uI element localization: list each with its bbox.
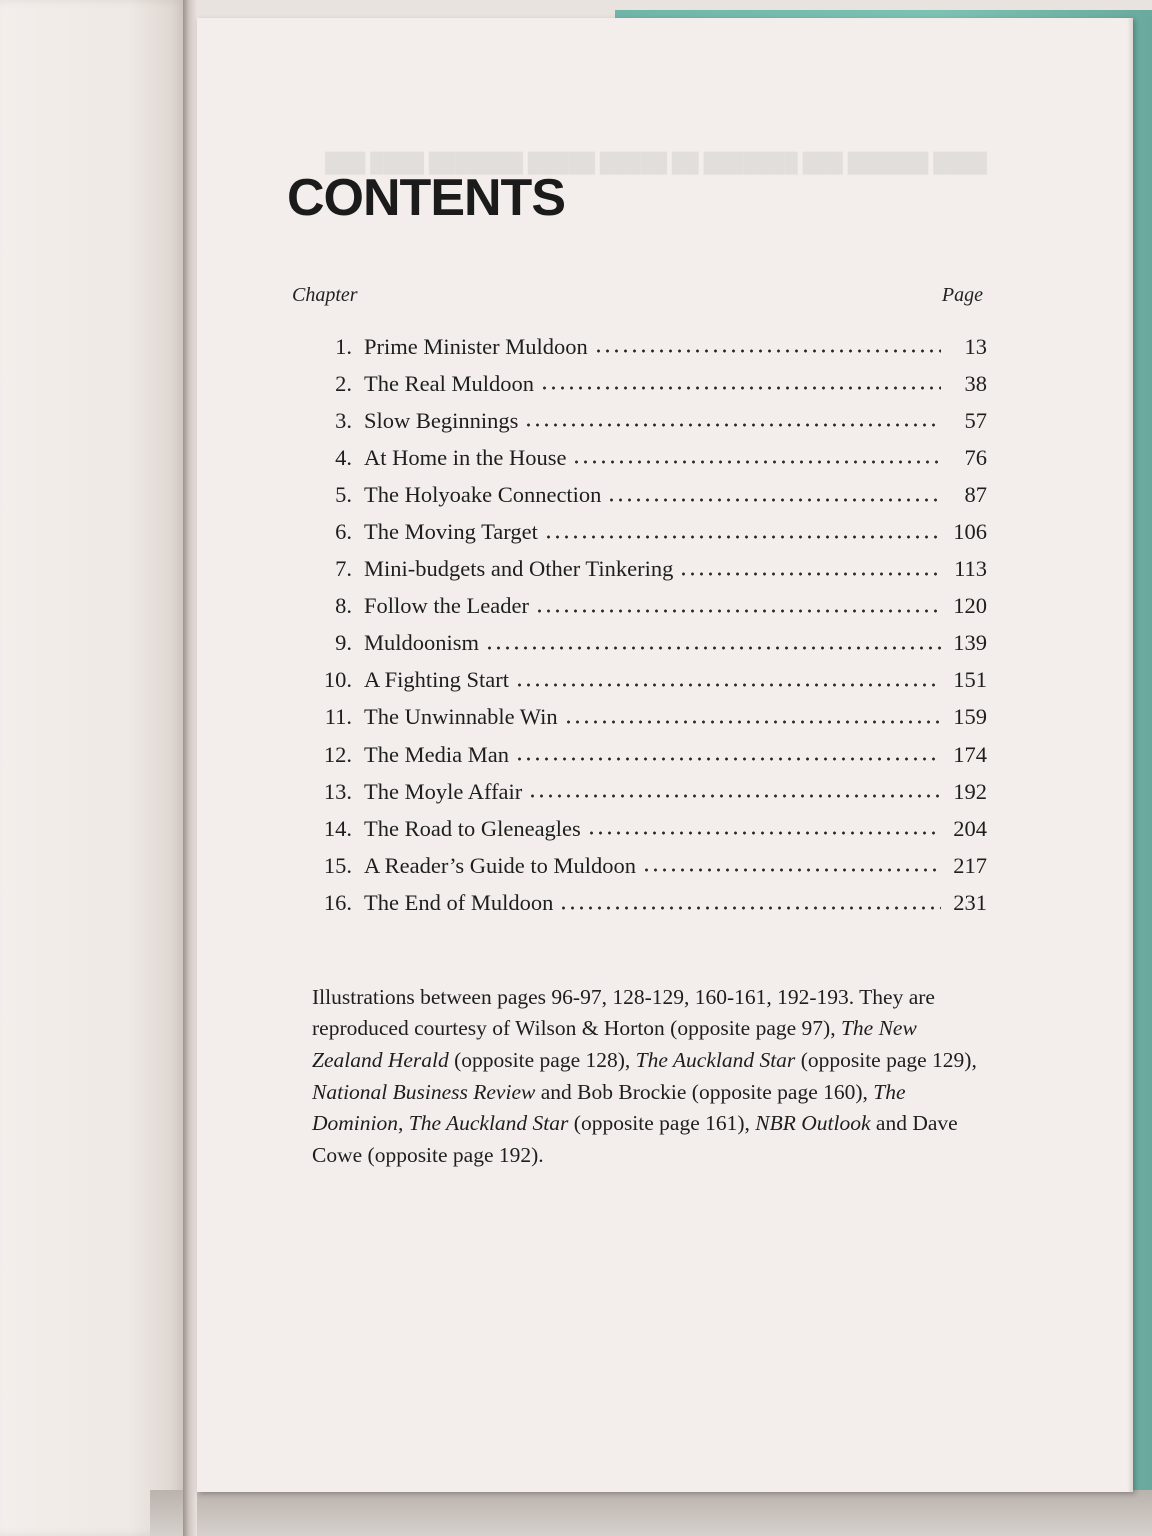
page-edge-shadow <box>1127 18 1133 1492</box>
dot-leader <box>679 558 941 581</box>
note-text: and Bob Brockie (opposite page 160), <box>535 1079 874 1104</box>
chapter-page: 231 <box>953 889 987 915</box>
chapter-page: 192 <box>953 778 987 804</box>
left-page <box>0 0 185 1536</box>
toc-entry <box>297 513 987 550</box>
chapter-number: 5. <box>335 481 352 507</box>
chapter-number: 15. <box>323 852 352 878</box>
dot-leader <box>485 632 941 655</box>
note-text: Illustrations between pages 96-97, 128-129, 160-161, 192-193. They are reproduced courtesy of Wilson & Horton (opposite page 97), <box>312 984 935 1041</box>
chapter-number: 14. <box>323 815 352 841</box>
note-italic-title: The Dominion, The Auckland Star <box>312 1079 906 1136</box>
chapter-number: 3. <box>335 407 352 433</box>
chapter-page: 87 <box>964 481 987 507</box>
book-bottom-edge <box>150 1490 1152 1536</box>
note-italic-title: The New Zealand Herald <box>312 1016 917 1072</box>
dot-leader <box>540 372 941 395</box>
dot-leader <box>544 521 941 544</box>
toc-entry <box>297 328 987 365</box>
chapter-page: 174 <box>953 741 987 767</box>
chapter-title: Muldoonism <box>364 630 480 656</box>
chapter-title: Follow the Leader <box>364 593 529 619</box>
chapter-title: A Fighting Start <box>364 667 510 693</box>
dot-leader <box>607 484 941 507</box>
toc-entry <box>297 365 987 402</box>
toc-entry <box>297 773 987 810</box>
chapter-page: 204 <box>953 815 987 841</box>
chapter-title: Mini-budgets and Other Tinkering <box>364 556 674 582</box>
toc-entry <box>297 736 987 773</box>
chapter-title: The Media Man <box>364 741 509 767</box>
dot-leader <box>515 669 941 692</box>
chapter-title: Slow Beginnings <box>364 407 519 433</box>
note-text: (opposite page 128), <box>448 1047 636 1072</box>
chapter-number: 6. <box>335 519 352 545</box>
dot-leader <box>559 892 941 915</box>
note-text: (opposite page 129), <box>795 1047 977 1072</box>
table-of-contents <box>297 328 987 922</box>
chapter-page: 38 <box>964 370 987 396</box>
page-column-header: Page <box>941 284 983 306</box>
chapter-number: 12. <box>323 741 352 767</box>
chapter-number: 13. <box>323 778 352 804</box>
toc-entry <box>297 884 987 921</box>
dot-leader <box>524 409 941 432</box>
chapter-number: 7. <box>335 556 352 582</box>
chapter-title: The Moyle Affair <box>364 778 523 804</box>
note-italic-title: National Business Review <box>312 1079 536 1104</box>
chapter-title: The Unwinnable Win <box>364 704 558 730</box>
toc-entry <box>297 810 987 847</box>
note-italic-title: NBR Outlook <box>755 1111 871 1136</box>
chapter-number: 16. <box>323 889 352 915</box>
chapter-page: 217 <box>953 852 987 878</box>
toc-entry <box>297 402 987 439</box>
toc-entry <box>297 439 987 476</box>
toc-entry <box>297 699 987 736</box>
note-italic-title: The Auckland Star <box>635 1047 796 1072</box>
dot-leader <box>594 335 941 358</box>
dot-leader <box>515 743 941 766</box>
chapter-page: 106 <box>953 519 987 545</box>
chapter-page: 159 <box>953 704 987 730</box>
chapter-page: 120 <box>953 593 987 619</box>
contents-page <box>197 18 1133 1492</box>
chapter-number: 9. <box>335 630 352 656</box>
chapter-title: The End of Muldoon <box>364 889 554 915</box>
chapter-title: The Holyoake Connection <box>364 481 602 507</box>
book-gutter <box>183 0 197 1536</box>
chapter-title: The Road to Gleneagles <box>364 815 581 841</box>
chapter-title: The Real Muldoon <box>364 370 534 396</box>
chapter-number: 11. <box>324 704 352 730</box>
toc-entry <box>297 551 987 588</box>
chapter-title: A Reader’s Guide to Muldoon <box>364 852 637 878</box>
dot-leader <box>528 780 941 803</box>
dot-leader <box>535 595 941 618</box>
dot-leader <box>572 447 941 470</box>
page-title: CONTENTS <box>287 169 565 227</box>
chapter-title: Prime Minister Muldoon <box>364 333 588 359</box>
chapter-number: 10. <box>323 667 352 693</box>
chapter-title: At Home in the House <box>364 444 567 470</box>
chapter-page: 151 <box>953 667 987 693</box>
chapter-page: 76 <box>964 444 987 470</box>
chapter-page: 57 <box>964 407 987 433</box>
show-through-text: ████ ██████ ███ ███████ ██ █████ █████ ███████ ████ ███ <box>325 153 987 174</box>
dot-leader <box>587 818 941 841</box>
toc-entry <box>297 847 987 884</box>
illustrations-note <box>312 982 987 1172</box>
note-text: and Dave Cowe (opposite page 192). <box>312 1111 958 1168</box>
chapter-page: 13 <box>964 333 987 359</box>
chapter-number: 8. <box>335 593 352 619</box>
chapter-number: 1. <box>335 333 352 359</box>
toc-entry <box>297 662 987 699</box>
chapter-number: 2. <box>335 370 352 396</box>
toc-entry <box>297 625 987 662</box>
chapter-number: 4. <box>335 444 352 470</box>
toc-entry <box>297 588 987 625</box>
chapter-page: 113 <box>954 556 987 582</box>
chapter-column-header: Chapter <box>292 284 358 306</box>
chapter-title: The Moving Target <box>364 519 538 545</box>
note-text: (opposite page 161), <box>568 1111 756 1136</box>
dot-leader <box>564 706 941 729</box>
chapter-page: 139 <box>953 630 987 656</box>
left-page-faint-text <box>0 80 170 1480</box>
dot-leader <box>642 855 941 878</box>
toc-entry <box>297 476 987 513</box>
